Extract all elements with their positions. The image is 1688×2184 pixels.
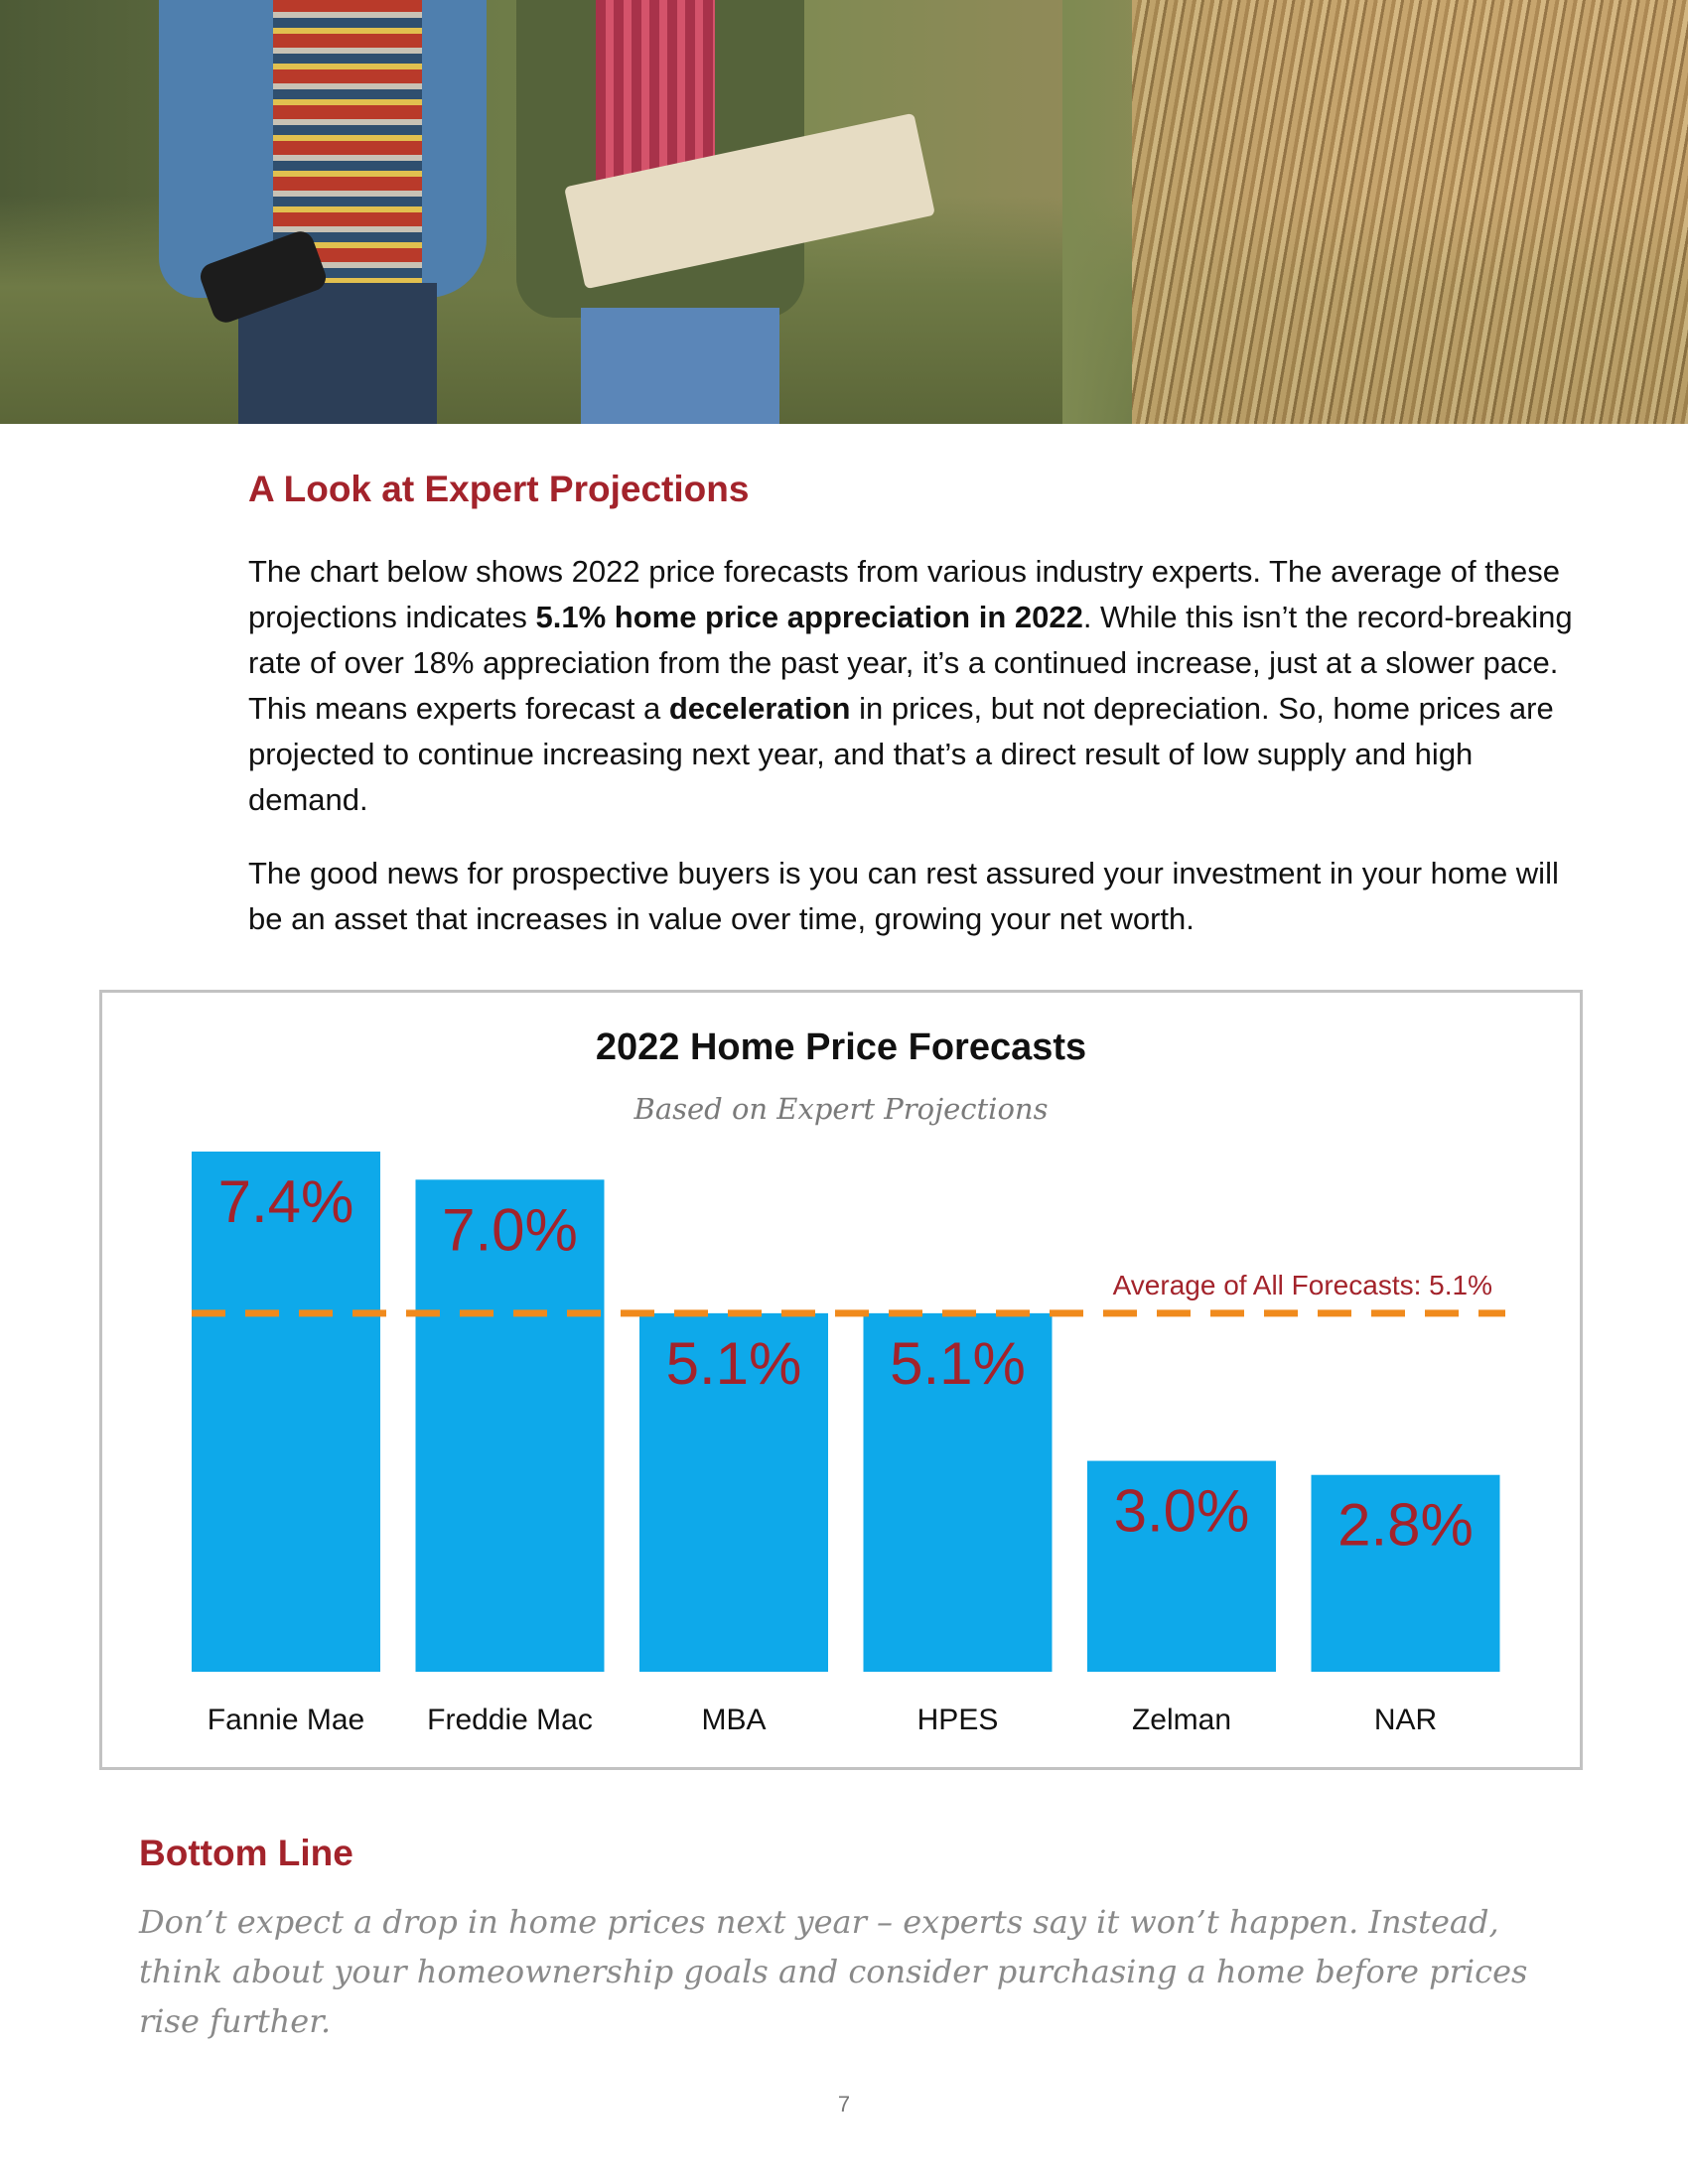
bottom-line-title: Bottom Line <box>139 1833 353 1873</box>
average-line-label: Average of All Forecasts: 5.1% <box>1112 1269 1492 1300</box>
bar-value-label: 5.1% <box>665 1329 802 1397</box>
category-label: HPES <box>916 1704 999 1736</box>
bar-value-label: 3.0% <box>1113 1477 1250 1545</box>
category-label: Freddie Mac <box>427 1704 593 1736</box>
photo-jeans-right <box>581 308 779 424</box>
category-label: NAR <box>1373 1704 1438 1736</box>
intro-bold-2: deceleration <box>668 691 851 726</box>
bar-value-label: 7.0% <box>442 1196 578 1264</box>
intro-text-1: The chart below shows 2022 price forecasts from various industry experts. The average of these projections indicates <box>248 554 1561 634</box>
bar-value-label: 7.4% <box>217 1168 354 1235</box>
category-label: MBA <box>701 1704 767 1736</box>
section-title: A Look at Expert Projections <box>248 469 750 509</box>
chart-subtitle: Based on Expert Projections <box>633 1092 1049 1126</box>
bar-value-label: 2.8% <box>1337 1491 1474 1559</box>
intro-bold-1: 5.1% home price appreciation in 2022 <box>535 600 1083 634</box>
page-number: 7 <box>837 2092 851 2116</box>
intro-paragraph <box>248 549 1579 823</box>
forecast-chart <box>99 990 1583 1770</box>
photo-reeds <box>1132 0 1688 424</box>
intro-text-3: in prices, but not depreciation. So, home prices are projected to continue increasing next year, and that’s a direct result of low supply and high demand. <box>248 691 1554 817</box>
chart-canvas <box>102 993 1580 1767</box>
buyers-paragraph: The good news for prospective buyers is you can rest assured your investment in your home will be an asset that increases in value over time, growing your net worth. <box>248 856 1559 936</box>
bottom-line-text: Don’t expect a drop in home prices next year – experts say it won’t happen. Instead, think about your homeownership goals and consider purchasing a home before prices rise further. <box>139 1903 1528 2040</box>
chart-title: 2022 Home Price Forecasts <box>595 1026 1087 1068</box>
category-label: Zelman <box>1131 1704 1232 1736</box>
hero-photo <box>0 0 1688 424</box>
bar-value-label: 5.1% <box>890 1329 1026 1397</box>
intro-text-2: . While this isn’t the record-breaking rate of over 18% appreciation from the past year, it’s a continued increase, just at a slower pace. This means experts forecast a <box>248 600 1573 726</box>
category-label: Fannie Mae <box>207 1704 365 1736</box>
